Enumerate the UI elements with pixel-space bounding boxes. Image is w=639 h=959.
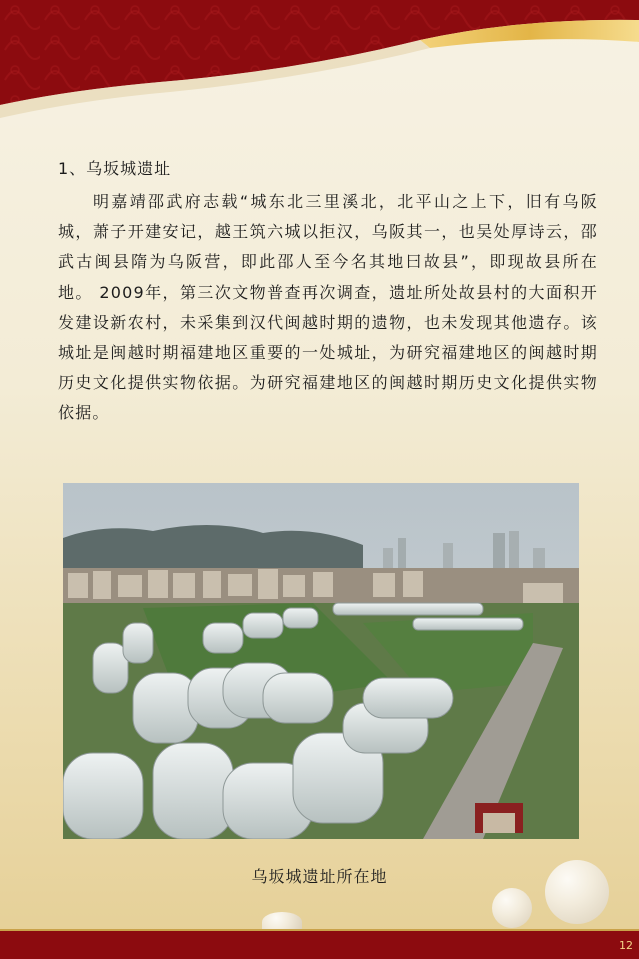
section-heading: 1、乌坂城遗址 [58, 159, 172, 178]
decor-bubble [492, 888, 532, 928]
photo-caption: 乌坂城遗址所在地 [251, 867, 388, 886]
header-decoration [0, 0, 639, 140]
decor-bubble [545, 860, 609, 924]
page-number: 12 [619, 939, 633, 952]
body-paragraph: 明嘉靖邵武府志载“城东北三里溪北，北平山之上下，旧有乌阪城，萧子开建安记，越王筑六城以拒汉，乌阪其一，也吴处厚诗云，邵武古闽县隋为乌阪营，即此邵人至今名其地曰故县”，即现故县所在地。 2009年，第三次文物普查再次调查，遗址所处故县村的大面积开发建设新农村，未采集到汉代闽越时期的遗物，也未发现其他遗存。该城址是闽越时期福建地区重要的一处城址，为研究福建地区的闽越时期历史文化提供实物依据。为研究福建地区的闽越时期历史文化提供实物依据。 [58, 192, 598, 423]
site-photo [63, 483, 579, 839]
footer-bar [0, 929, 639, 959]
